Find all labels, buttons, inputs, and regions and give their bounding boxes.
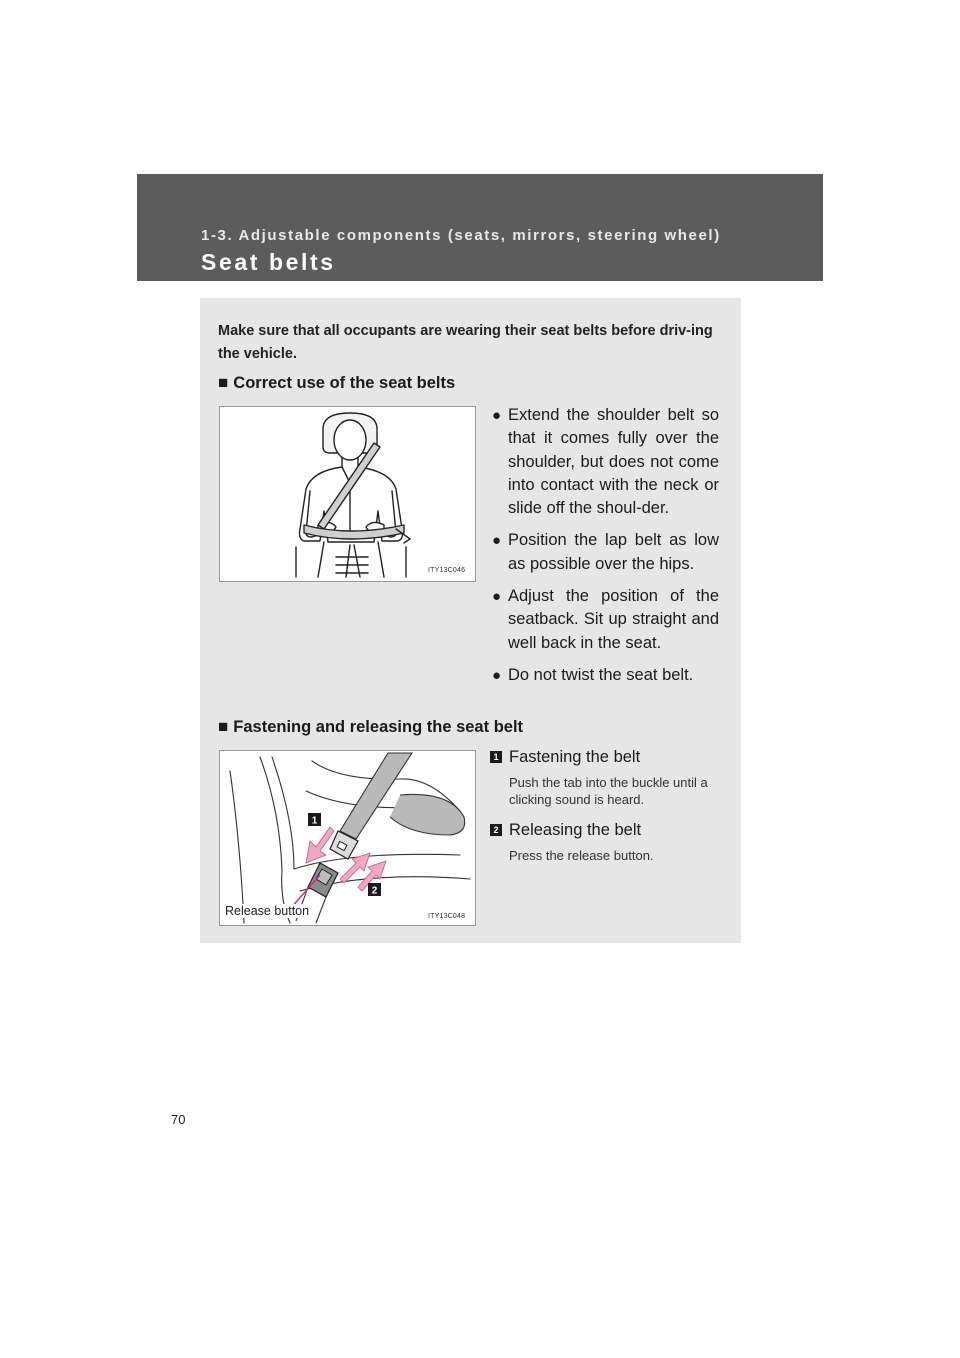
heading-text: Fastening and releasing the seat belt (233, 718, 524, 736)
step-list (490, 746, 722, 875)
bullet-text: Adjust the position of the seatback. Sit up straight and well back in the seat. (508, 587, 719, 652)
step-title-text: Fastening the belt (509, 748, 641, 766)
square-bullet-icon: ■ (218, 373, 229, 392)
heading-correct-use (218, 373, 455, 393)
page-title: Seat belts (201, 249, 336, 275)
list-item (492, 585, 719, 655)
heading-fastening (218, 717, 523, 737)
step-number-badge: 1 (490, 751, 502, 763)
round-bullet-icon: ● (492, 666, 502, 684)
bullet-text: Extend the shoulder belt so that it comes fully over the shoulder, but does not come into contact with the neck or slide off the shoul-der. (508, 406, 719, 518)
step-title (490, 819, 722, 841)
step-number-badge: 2 (490, 824, 502, 836)
step-title (490, 746, 722, 768)
marker-1-label: 1 (311, 815, 318, 827)
bullet-list (492, 404, 719, 696)
list-item (492, 664, 719, 687)
step-description: Push the tab into the buckle until a clicking sound is heard. (509, 775, 708, 807)
seated-occupant-illustration (220, 407, 475, 581)
list-item (492, 404, 719, 520)
list-item (492, 529, 719, 576)
buckle-illustration (220, 751, 475, 925)
marker-2-label: 2 (371, 885, 378, 897)
round-bullet-icon: ● (492, 532, 502, 550)
bullet-text: Position the lap belt as low as possible over the hips. (508, 531, 719, 573)
section-breadcrumb: 1-3. Adjustable components (seats, mirrors, steering wheel) (201, 227, 721, 244)
round-bullet-icon: ● (492, 407, 502, 424)
round-bullet-icon: ● (492, 588, 502, 606)
figure-buckle (219, 750, 476, 926)
step-description: Press the release button. (509, 848, 654, 863)
figure-seated-occupant (219, 406, 476, 582)
bullet-text: Do not twist the seat belt. (508, 665, 694, 684)
release-button-label: Release button (225, 904, 310, 918)
intro-text: Make sure that all occupants are wearing their seat belts before driv-ing the vehicle. (218, 323, 713, 362)
page-number: 70 (171, 1112, 186, 1127)
figure-code: ITY13C048 (428, 913, 466, 920)
heading-text: Correct use of the seat belts (233, 374, 456, 392)
step-title-text: Releasing the belt (509, 821, 642, 839)
section-header (137, 174, 823, 281)
square-bullet-icon: ■ (218, 717, 229, 736)
figure-code: ITY13C046 (428, 567, 466, 574)
